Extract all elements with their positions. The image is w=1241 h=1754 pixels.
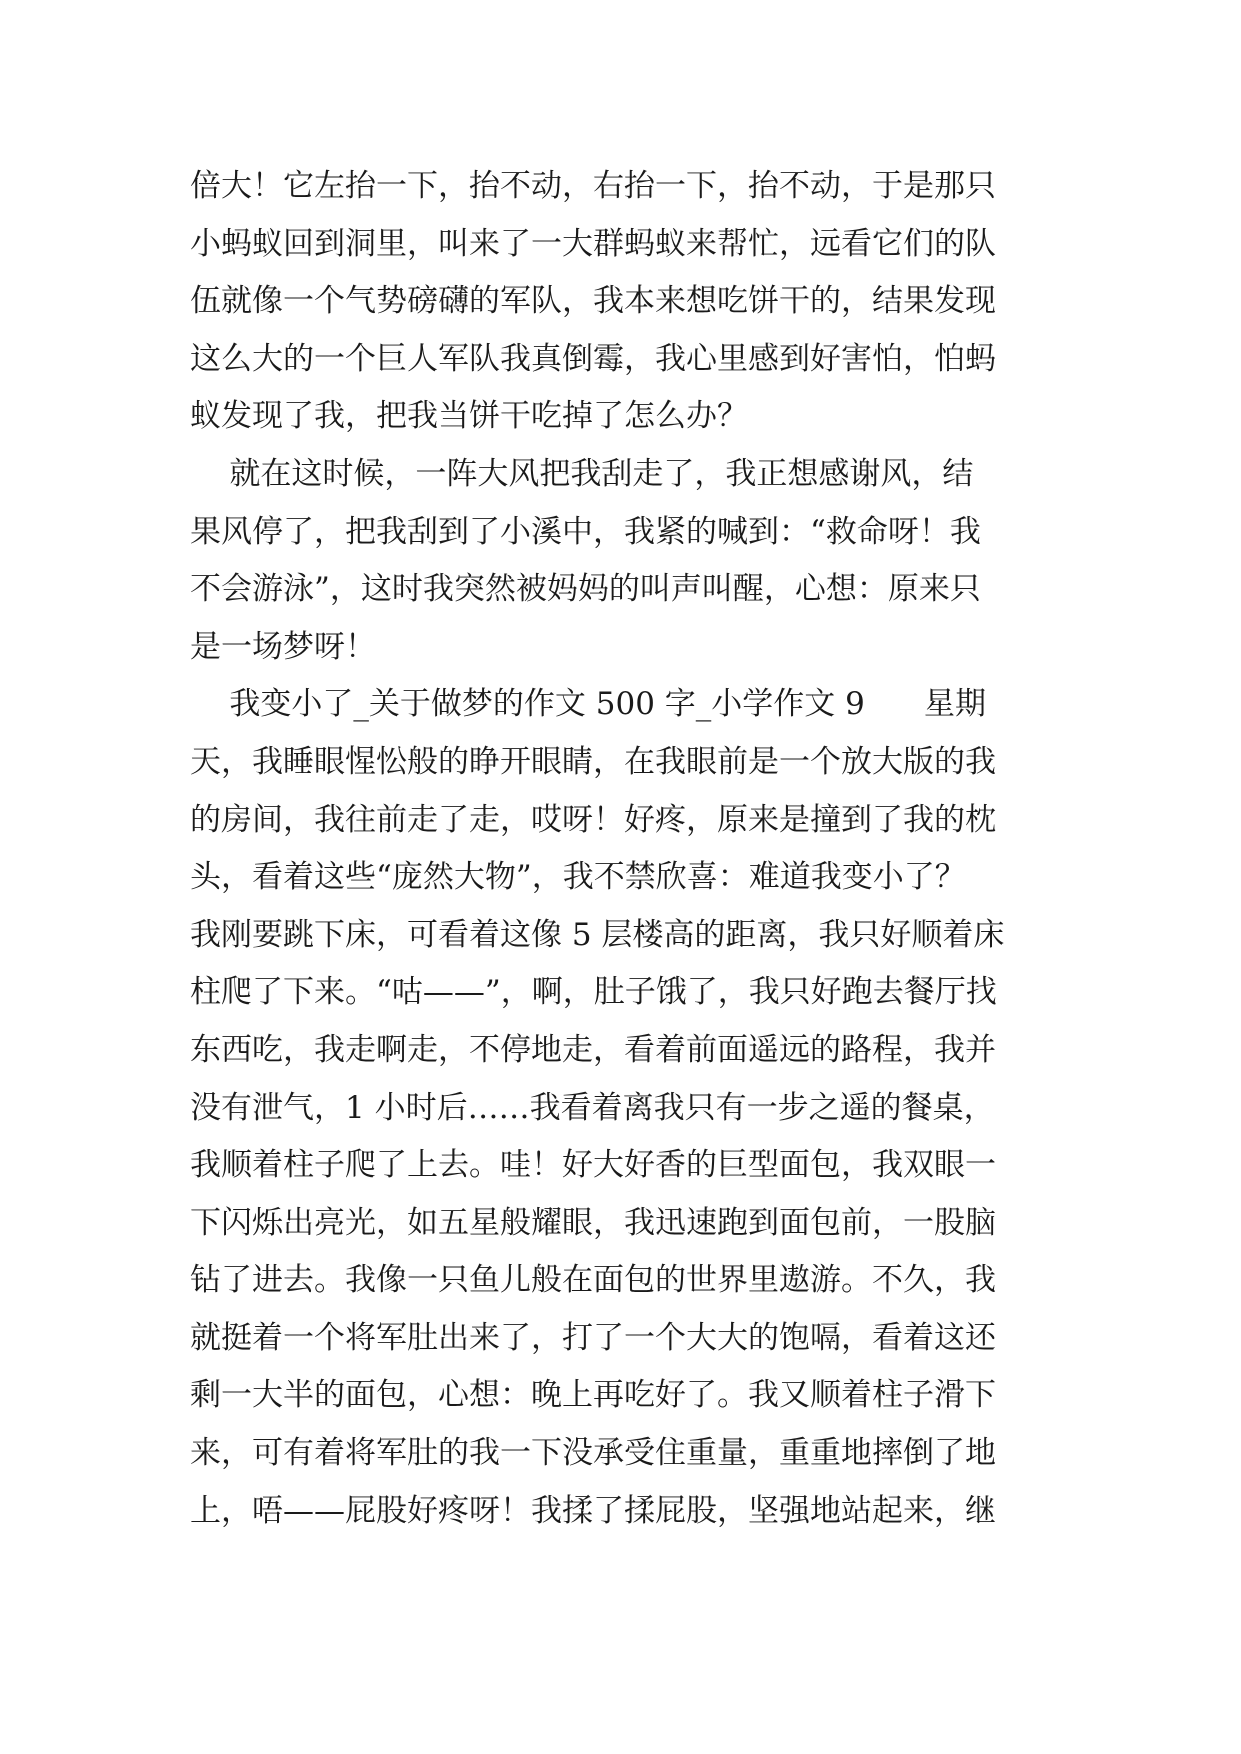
text-line: 东西吃，我走啊走，不停地走，看着前面遥远的路程，我并 <box>190 1031 996 1068</box>
text-line: 头，看着这些“庞然大物”，我不禁欣喜：难道我变小了？ <box>190 859 966 896</box>
text-line: 小蚂蚁回到洞里，叫来了一大群蚂蚁来帮忙，远看它们的队 <box>190 225 996 262</box>
text-line: 来，可有着将军肚的我一下没承受住重量，重重地摔倒了地 <box>190 1435 996 1472</box>
text-line: 柱爬了下来。“咕——”，啊，肚子饿了，我只好跑去餐厅找 <box>190 974 997 1011</box>
text-line: 下闪烁出亮光，如五星般耀眼，我迅速跑到面包前，一股脑 <box>190 1204 996 1241</box>
text-line: 天，我睡眼惺忪般的睁开眼睛，在我眼前是一个放大版的我 <box>190 743 996 780</box>
text-line: 没有泄气，1 小时后……我看着离我只有一步之遥的餐桌， <box>190 1089 995 1126</box>
text-line: 伍就像一个气势磅礴的军队，我本来想吃饼干的，结果发现 <box>190 283 996 320</box>
text-line: 倍大！它左抬一下，抬不动，右抬一下，抬不动，于是那只 <box>190 168 996 204</box>
text-line: 就挺着一个将军肚出来了，打了一个大大的饱嗝，看着这还 <box>190 1319 996 1356</box>
text-line: 我刚要跳下床，可看着这像 5 层楼高的距离，我只好顺着床 <box>190 916 1005 953</box>
text-line: 是一场梦呀！ <box>190 628 376 665</box>
text-line: 的房间，我往前走了走，哎呀！好疼，原来是撞到了我的枕 <box>190 801 996 838</box>
text-line: 我顺着柱子爬了上去。哇！好大好香的巨型面包，我双眼一 <box>190 1147 996 1184</box>
text-line: 蚁发现了我，把我当饼干吃掉了怎么办？ <box>190 398 748 435</box>
text-line: 钻了进去。我像一只鱼儿般在面包的世界里遨游。不久，我 <box>190 1262 996 1299</box>
text-line: 剩一大半的面包，心想：晚上再吃好了。我又顺着柱子滑下 <box>190 1377 996 1414</box>
paragraph-start-line: 就在这时候，一阵大风把我刮走了，我正想感谢风，结 <box>190 455 974 492</box>
text-line: 不会游泳”，这时我突然被妈妈的叫声叫醒，心想：原来只 <box>190 571 981 608</box>
text-line: 这么大的一个巨人军队我真倒霉，我心里感到好害怕，怕蚂 <box>190 340 996 377</box>
document-body-text <box>190 158 1060 1540</box>
text-line: 上，唔——屁股好疼呀！我揉了揉屁股，坚强地站起来，继 <box>190 1492 996 1529</box>
article-heading-line: 我变小了_关于做梦的作文 500 字_小学作文 9 星期 <box>190 686 986 723</box>
text-line: 果风停了，把我刮到了小溪中，我紧的喊到：“救命呀！我 <box>190 513 981 550</box>
